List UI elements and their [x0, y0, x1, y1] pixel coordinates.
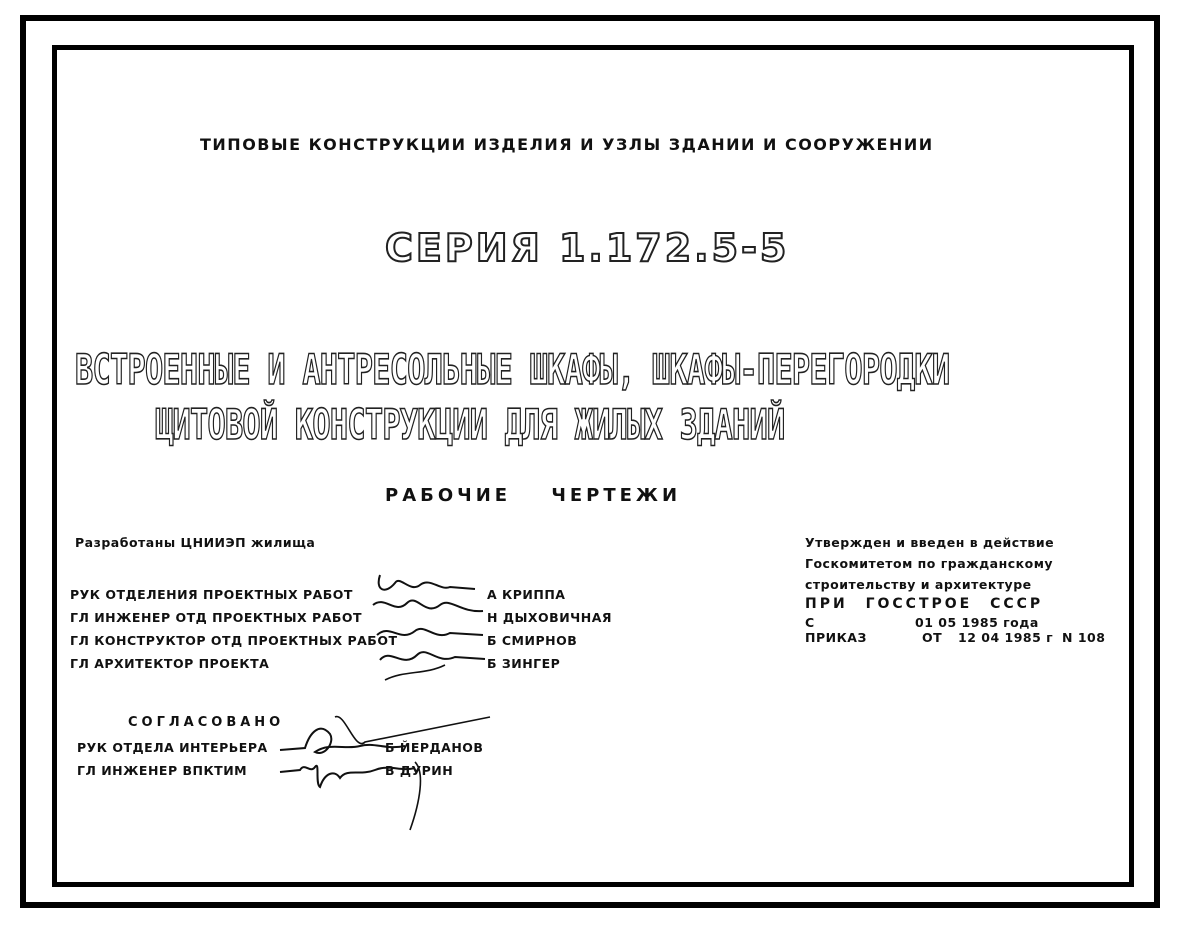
staff-name: Б СМИРНОВ: [487, 633, 578, 648]
agreed-name: Б ЙЕРДАНОВ: [385, 740, 484, 755]
order-date: 12 04 1985 г: [958, 630, 1054, 645]
subtitle: РАБОЧИЕ ЧЕРТЕЖИ: [385, 485, 682, 506]
agreed-signatures: [275, 712, 495, 837]
developer-label: Разработаны ЦНИИЭП жилища: [75, 535, 316, 550]
staff-name: Б ЗИНГЕР: [487, 656, 561, 671]
order-from: ОТ: [922, 630, 943, 645]
main-title-line2: ЩИТОВОЙ КОНСТРУКЦИИ ДЛЯ ЖИЛЫХ ЗДАНИЙ: [155, 400, 785, 449]
order-label: ПРИКАЗ: [805, 630, 867, 645]
order-number: N 108: [1062, 630, 1106, 645]
staff-role: ГЛ КОНСТРУКТОР ОТД ПРОЕКТНЫХ РАБОТ: [70, 633, 398, 648]
approval-date-prefix: С: [805, 615, 815, 630]
approval-line: Утвержден и введен в действие: [805, 535, 1055, 550]
agreed-name: В ДУРИН: [385, 763, 454, 778]
agreed-role: ГЛ ИНЖЕНЕР ВПКТИМ: [77, 763, 248, 778]
main-title-line1: ВСТРОЕННЫЕ И АНТРЕСОЛЬНЫЕ ШКАФЫ, ШКАФЫ-ПЕРЕГОРОДКИ: [75, 345, 950, 394]
top-title: ТИПОВЫЕ КОНСТРУКЦИИ ИЗДЕЛИЯ И УЗЛЫ ЗДАНИИ И СООРУЖЕНИИ: [200, 135, 934, 154]
staff-role: ГЛ ИНЖЕНЕР ОТД ПРОЕКТНЫХ РАБОТ: [70, 610, 363, 625]
series-number: СЕРИЯ 1.172.5-5: [385, 226, 790, 270]
agreed-heading: СОГЛАСОВАНО: [128, 715, 285, 730]
agreed-role: РУК ОТДЕЛА ИНТЕРЬЕРА: [77, 740, 268, 755]
approval-line: строительству и архитектуре: [805, 577, 1032, 592]
approval-line: ПРИ ГОССТРОЕ СССР: [805, 596, 1044, 612]
approval-line: Госкомитетом по гражданскому: [805, 556, 1054, 571]
staff-role: ГЛ АРХИТЕКТОР ПРОЕКТА: [70, 656, 270, 671]
inner-frame: [52, 45, 1134, 887]
signature-scribbles: [365, 565, 490, 690]
staff-role: РУК ОТДЕЛЕНИЯ ПРОЕКТНЫХ РАБОТ: [70, 587, 353, 602]
staff-name: А КРИППА: [487, 587, 566, 602]
staff-name: Н ДЫХОВИЧНАЯ: [487, 610, 613, 625]
approval-date: 01 05 1985 года: [915, 615, 1039, 630]
